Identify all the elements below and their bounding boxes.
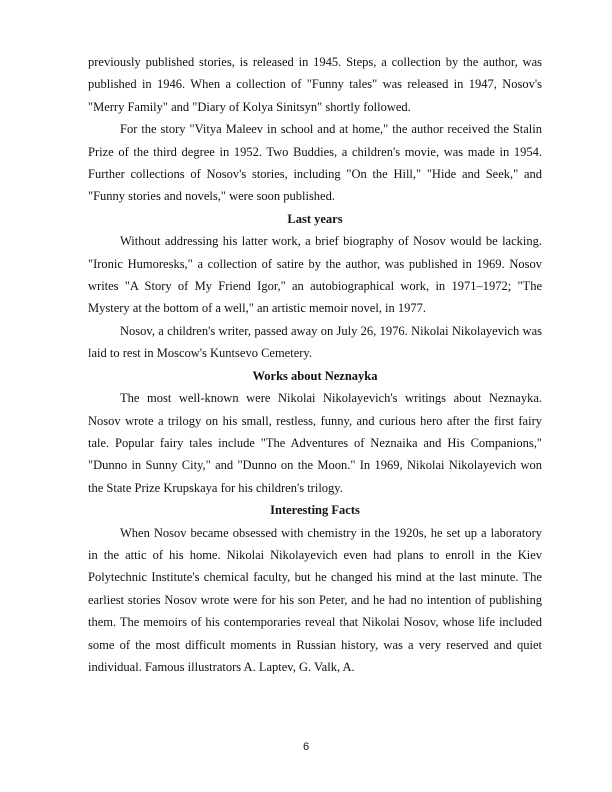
heading-interesting-facts: Interesting Facts bbox=[270, 503, 360, 518]
paragraph-neznayka-trilogy: The most well-known were Nikolai Nikolayevich's writings about Neznayka. Nosov wrote a trilogy on his small, restless, funny, and curious hero after the first fairy tale. Popular fairy tales include "The Adventures of Neznaika and His Companions," "Dunno in Sunny City," and "Dunno on the Moon." In 1969, Nikolai Nikolayevich won the State Prize Krupskaya for his children's trilogy. bbox=[88, 391, 542, 495]
paragraph-facts: When Nosov became obsessed with chemistry in the 1920s, he set up a laboratory in the attic of his home. Nikolai Nikolayevich even had plans to enroll in the Kiev Polytechnic Institute's chemical faculty, but he changed his mind at the last minute. The earliest stories Nosov wrote were for his son Peter, and he had no intention of publishing them. The memoirs of his contemporaries reveal that Nikolai Nosov, whose life included some of the most difficult moments in Russian history, was a very reserved and quiet individual. Famous illustrators A. Laptev, G. Valk, A. bbox=[88, 525, 542, 674]
heading-works-neznayka: Works about Neznayka bbox=[252, 368, 378, 383]
document-body bbox=[88, 51, 542, 678]
page-number: 6 bbox=[302, 741, 310, 753]
paragraph-death: Nosov, a children's writer, passed away on July 26, 1976. Nikolai Nikolayevich was laid to rest in Moscow's Kuntsevo Cemetery. bbox=[88, 323, 542, 361]
paragraph-later-work: Without addressing his latter work, a brief biography of Nosov would be lacking. "Ironic Humoresks," a collection of satire by the author, was published in 1969. Nosov writes "A Story of My Friend Igor," an autobiographical work, in 1971–1972; "The Mystery at the bottom of a well," an artistic memoir novel, in 1977. bbox=[88, 234, 542, 316]
paragraph-stalin-prize: For the story "Vitya Maleev in school and at home," the author received the Stalin Prize of the third degree in 1952. Two Buddies, a children's movie, was made in 1954. Further collections of Nosov's stories, including "On the Hill," "Hide and Seek," and "Funny stories and novels," were soon published. bbox=[88, 122, 542, 204]
paragraph-continuation: previously published stories, is released in 1945. Steps, a collection by the author, was published in 1946. When a collection of "Funny tales" was released in 1947, Nosov's "Merry Family" and "Diary of Kolya Sinitsyn" shortly followed. bbox=[88, 55, 542, 114]
heading-last-years: Last years bbox=[287, 211, 343, 226]
